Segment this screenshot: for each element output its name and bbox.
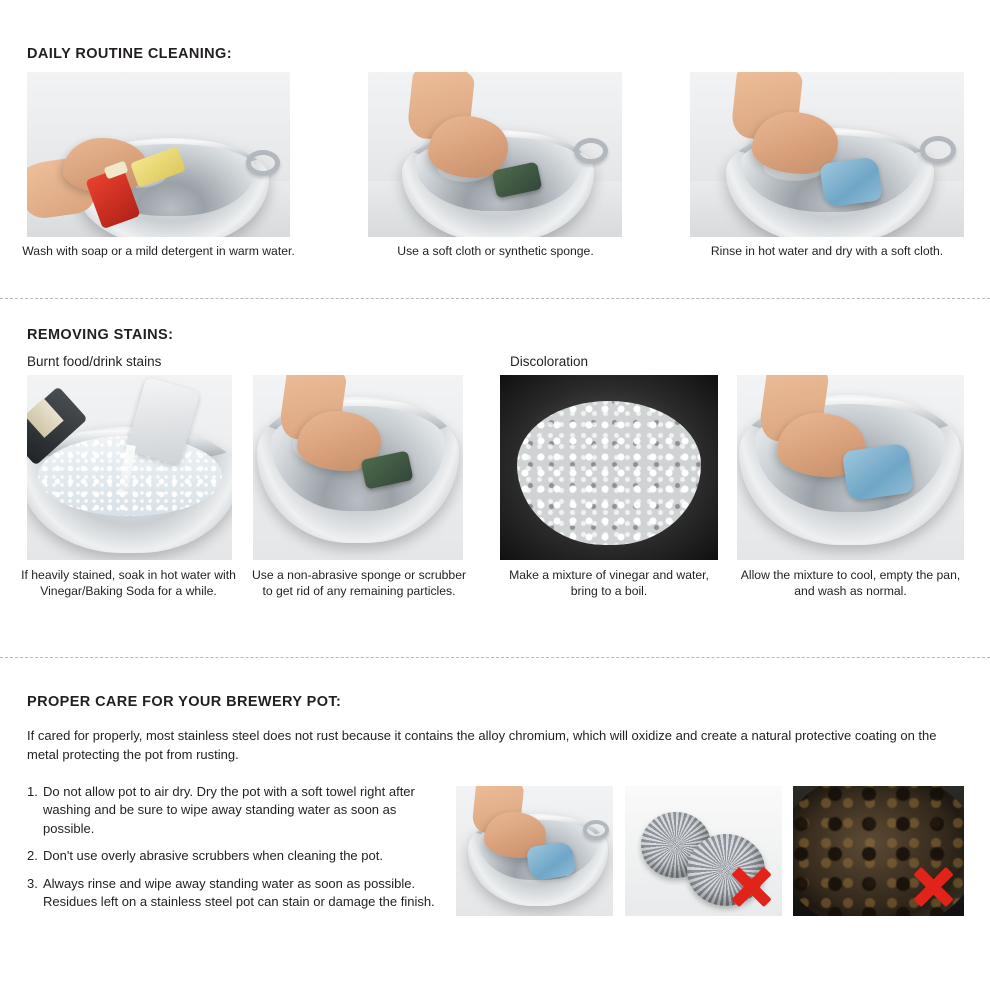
list-item-number: 3.: [27, 875, 38, 891]
daily-step-2-caption: Use a soft cloth or synthetic sponge.: [397, 244, 594, 258]
burnt-food-subtitle: Burnt food/drink stains: [27, 354, 162, 369]
list-item: [27, 783, 445, 838]
pot-handle-right: [920, 136, 956, 164]
daily-step-3-caption: Rinse in hot water and dry with a soft cloth.: [710, 244, 944, 258]
discoloration-subtitle: Discoloration: [510, 354, 589, 369]
daily-step-1-caption: Wash with soap or a mild detergent in warm water.: [22, 244, 295, 258]
stains-step-2-caption: Use a non-abrasive sponge or scrubber to get rid of any remaining particles.: [251, 568, 467, 599]
hand: [428, 116, 508, 178]
list-item: [27, 847, 445, 865]
blue-cloth: [819, 156, 883, 208]
divider-2: [0, 657, 990, 658]
pot-handle-right: [583, 820, 609, 840]
list-item: [27, 875, 445, 912]
stains-step-1-caption: If heavily stained, soak in hot water with Vinegar/Baking Soda for a while.: [21, 568, 236, 599]
red-x-icon: [910, 864, 956, 910]
stains-step-1-image: [27, 375, 232, 560]
pot-handle-right: [574, 138, 608, 164]
blue-cloth: [526, 841, 576, 881]
daily-step-3-image: [690, 72, 964, 237]
stains-step-4-caption: Allow the mixture to cool, empty the pan, and wash as normal.: [740, 568, 961, 599]
stains-step-4-image: [737, 375, 964, 560]
divider-1: [0, 298, 990, 299]
removing-stains-title: REMOVING STAINS:: [27, 327, 174, 343]
list-item-number: 1.: [27, 784, 38, 799]
proper-care-title: PROPER CARE FOR YOUR BREWERY POT:: [27, 694, 342, 710]
list-item-text: Do not allow pot to air dry. Dry the pot with a soft towel right after washing and be sure to wipe away standing water as soon as possible.: [43, 784, 415, 836]
stains-step-3-caption: Make a mixture of vinegar and water, bring to a boil.: [509, 568, 709, 599]
list-item-text: Don't use overly abrasive scrubbers when cleaning the pot.: [43, 848, 383, 864]
stains-step-2-image: [253, 375, 463, 560]
list-item-text: Always rinse and wipe away standing water as soon as possible. Residues left on a stainless steel pot can stain or damage the finish.: [43, 875, 435, 910]
daily-routine-title: DAILY ROUTINE CLEANING:: [27, 46, 232, 62]
red-x-icon: [728, 864, 774, 910]
daily-step-1-image: [27, 72, 290, 237]
care-image-3: [793, 786, 964, 916]
list-item-number: 2.: [27, 848, 38, 864]
daily-step-2-image: [368, 72, 622, 237]
stains-step-3-image: [500, 375, 718, 560]
care-image-1: [456, 786, 613, 916]
pot-handle-right: [246, 150, 280, 176]
proper-care-list: [27, 783, 445, 921]
blue-cloth: [842, 443, 914, 502]
care-image-2: [625, 786, 782, 916]
proper-care-intro: If cared for properly, most stainless steel does not rust because it contains the alloy chromium, which will oxidize and create a natural protective coating on the metal protecting the pot from rusting.: [27, 728, 937, 762]
